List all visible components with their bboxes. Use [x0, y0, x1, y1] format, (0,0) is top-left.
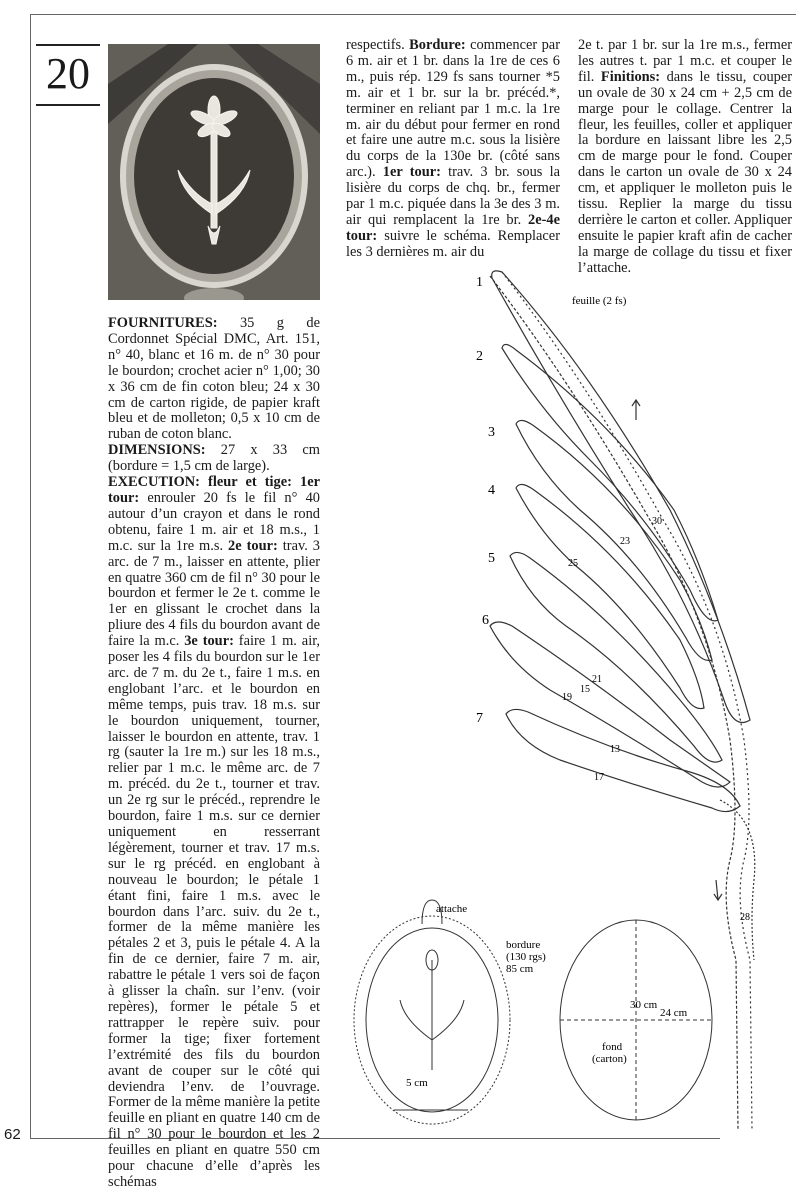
dimensions-text: 27 x 33 cm (bordure = 1,5 cm de large). — [108, 442, 320, 475]
product-photo — [108, 44, 320, 300]
col2-text-a: respectifs. — [346, 37, 410, 53]
leaf-chart-title: feuille (2 fs) — [572, 295, 627, 307]
border-label: Bordure: — [409, 37, 466, 53]
round-2-label: 2e tour: — [228, 537, 278, 554]
supplies-and-instructions-column — [108, 316, 320, 1191]
round-2-4-label: 2e-4e tour: — [346, 211, 560, 244]
stitch-count-23: 23 — [620, 536, 630, 547]
five-cm-label: 5 cm — [406, 1077, 428, 1089]
round-1-label: 1er tour: — [382, 164, 441, 181]
stitch-count-25: 25 — [568, 558, 578, 569]
supplies-label: FOURNITURES: — [108, 315, 218, 331]
col2-text-b: commencer par 6 m. air et 1 br. dans la 1re de ces 6 m., puis rép. 129 fs sans tourner *5 m. air et 1 br. sur la br. précéd.*, terminer en reliant par 1 m.c. la 1re m. air du début pour fermer en rond et faire une autre m.c. sous la lisière du corps de la 130e br. (côté sans arc.). — [346, 37, 560, 181]
page-number: 62 — [4, 1126, 21, 1143]
leaf-row-1-number: 1 — [476, 275, 483, 290]
framed-crochet-flower-picture — [108, 44, 320, 300]
leaf-row-3-number: 3 — [488, 425, 495, 440]
execution-text: enrouler 20 fs le fil n° 40 autour d’un crayon et dans le rond obtenu, faire 1 m. air et 18 m.s., 1 m.c. sur la 1re m.s. — [108, 489, 320, 554]
col3-text-a: 2e t. par 1 br. sur la 1re m.s., fermer les autres t. par 1 m.c. et couper le fil. — [578, 37, 792, 85]
col2-text-c: trav. 3 br. sous la lisière du corps de chq. br., fermer par 1 m.c. piquée dans la 3e des 3 m. air qui remplacent la 1re br. — [346, 164, 560, 228]
leaf-crochet-chart — [340, 260, 800, 1140]
col3-text-b: dans le tissu, couper un ovale de 30 x 24 cm + 2,5 cm de marge pour le collage. Centrer la fleur, les feuilles, coller et appliquer la bordure en laissant libre les 2,5 cm de marge pour le fond. Couper dans le carton un ovale de 30 x 24 cm, et appliquer le molleton puis le tissu. Replier la marge du tissu derrière le carton et coller. Appliquer ensuite le papier kraft afin de cacher la marge de collage du tissu et fixer l’attache. — [578, 68, 793, 276]
leaf-row-5-number: 5 — [488, 551, 495, 566]
stitch-count-15: 15 — [580, 684, 590, 695]
border-label-line-2: (130 rgs) — [506, 951, 546, 963]
leaf-row-7-number: 7 — [476, 711, 483, 726]
border-label-line-3: 85 cm — [506, 963, 534, 975]
stitch-count-17: 17 — [594, 772, 604, 783]
round-3-label: 3e tour: — [184, 633, 234, 650]
leaf-row-4-number: 4 — [488, 483, 495, 498]
leaf-row-6-number: 6 — [482, 613, 489, 628]
fond-label-line-2: (carton) — [592, 1053, 627, 1065]
pattern-number: 20 — [46, 49, 90, 98]
dimensions-label: DIMENSIONS: — [108, 442, 206, 459]
width-dimension-label: 24 cm — [660, 1007, 688, 1019]
stitch-count-30: 30 — [652, 516, 662, 527]
leaf-row-2-number: 2 — [476, 349, 483, 364]
page-frame-left — [30, 14, 31, 1139]
finishing-instructions-column — [578, 38, 792, 277]
round-3-text: faire 1 m. air, poser les 4 fils du bourdon sur le 1er arc. de 7 m. du 2e t., faire 1 m.s. en englobant l’arc. et le bourdon en même temps, puis trav. 18 m.s. sur le bourdon uniquement, tourner, laisser le bourdon en attente, trav. 1 rg (sauter la 1re m.) sur les 18 m.s., relier par 1 m.c. le même arc. de 7 m. précéd. du 2e t., tourner et trav. un 2e rg sur le précéd., reprendre le bourdon, faire 1 m.s. sur ce dernier uniquement en resserrant légèrement, tourner et trav. 17 m.s. sur le rg précéd. en englobant à nouveau le bourdon; le pétale 1 étant fini, faire 1 m.s. avec le bourdon dans l’arc. suiv. du 2e t., former de la même manière les pétales 2 et 3, puis le pétale 4. A la fin de ce dernier, faire 7 m. air, rabattre le pétale 1 vers soi de façon à glisser la chaîn. sur l’env. (voir repères), former le pétale 5 et rattrapper le repère suiv. pour former la tige; fixer fortement l’extrémité des fils du bourdon avant de couper sur le côté qui deviendra l’env. de l’ouvrage. Former de la même manière la petite feuille en pliant en quatre 140 cm de fil n° 30 pour le bourdon et les 2 feuilles en pliant en quatre 550 cm pour chacune d’elle d’après les schémas — [108, 633, 321, 1190]
round-2-text: trav. 3 arc. de 7 m., laisser en attente, plier en quatre 360 cm de fil n° 30 pour le bourdon et fermer le 2e t. comme le 1er en glissant le crochet dans la pliure des 4 fils du bourdon avant de faire la m.c. — [108, 537, 320, 650]
attache-label: attache — [436, 903, 468, 915]
border-marker-28: 28 — [740, 912, 750, 923]
page-frame-top — [30, 14, 796, 15]
stitch-count-13: 13 — [610, 744, 620, 755]
pattern-number-box — [36, 44, 100, 106]
execution-label: EXECUTION: fleur et tige: 1er tour: — [108, 474, 320, 506]
stitch-count-19: 19 — [562, 692, 572, 703]
finishing-label: Finitions: — [600, 68, 661, 85]
supplies-text: 35 g de Cordonnet Spécial DMC, Art. 151, n° 40, blanc et 16 m. de n° 30 pour le bourdon; crochet acier n° 1,00; 30 x 36 cm de fin coton bleu; 24 x 30 cm de carton rigide, de papier kraft bleu et de molleton; 0,5 x 10 cm de ruban de coton blanc. — [108, 315, 320, 443]
fond-label-line-1: fond — [602, 1041, 623, 1053]
height-dimension-label: 30 cm — [630, 999, 658, 1011]
stitch-count-21: 21 — [592, 674, 602, 685]
border-label-line-1: bordure — [506, 939, 541, 951]
border-instructions-column — [346, 38, 560, 261]
col2-text-d: suivre le schéma. Remplacer les 3 dernières m. air du — [346, 227, 560, 260]
